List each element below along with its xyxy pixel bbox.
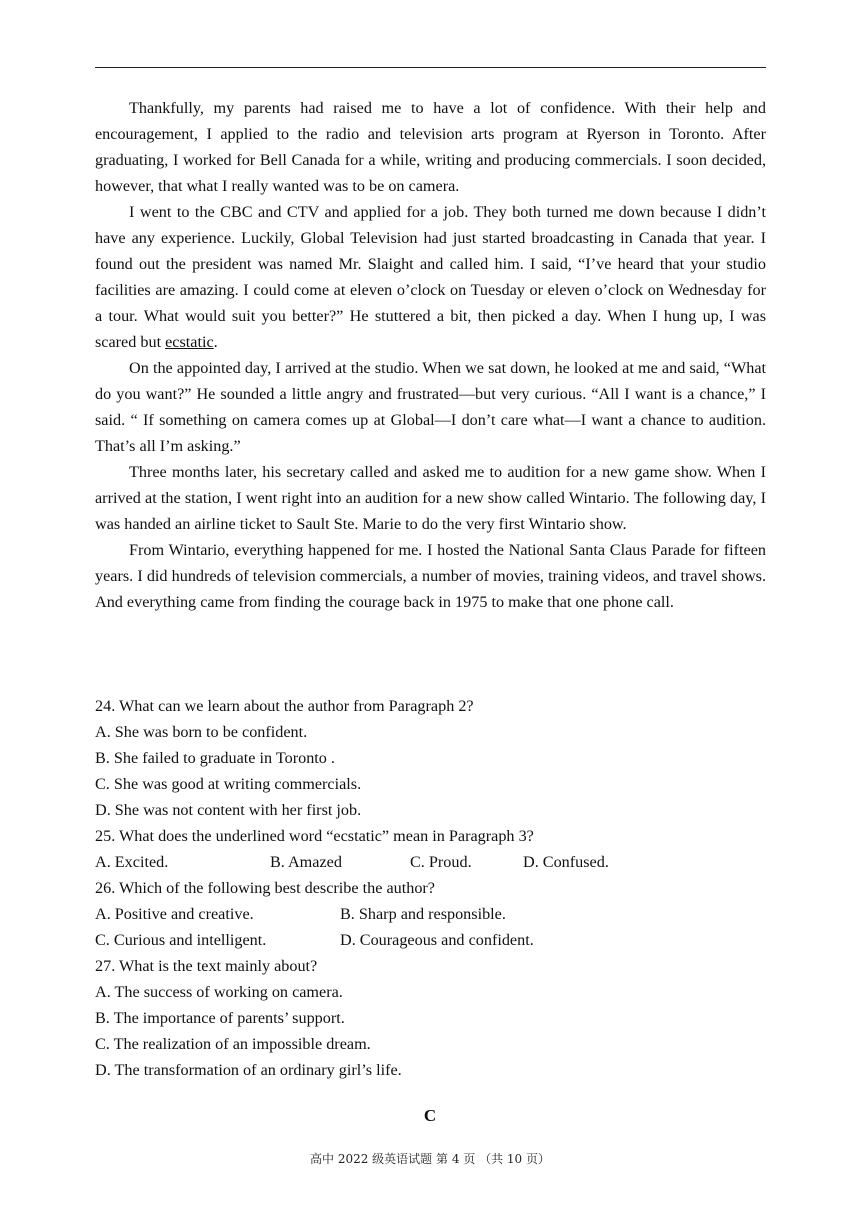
option-a: A. The success of working on camera. <box>95 983 343 1001</box>
option-c: C. Proud. <box>410 853 472 871</box>
question-stem: 27. What is the text mainly about? <box>95 957 318 975</box>
paragraph-3: On the appointed day, I arrived at the studio. When we sat down, he looked at me and said, “What do you want?” He sounded a little angry and frustrated—but very curious. “All I want is a chance,” I said. “ If something on camera comes up at Global—I don’t care what—I want a chance to audition. That’s all I’m asking.” <box>95 359 766 455</box>
option-a: A. Positive and creative. <box>95 905 254 923</box>
paragraph-2-text: I went to the CBC and CTV and applied for a job. They both turned me down because I didn’t have any experience. Luckily, Global Television had just started broadcasting in Canada that year. I found out the president was named Mr. Slaight and called him. I said, “I’ve heard that your studio facilities are amazing. I could come at eleven o’clock on Tuesday or eleven o’clock on Wednesday for a tour. What would suit you better?” He stuttered a bit, then picked a day. When I hung up, I was scared but <box>95 203 766 351</box>
question-25 <box>95 823 766 875</box>
option-b: B. Sharp and responsible. <box>340 905 506 923</box>
option-c: C. Curious and intelligent. <box>95 931 267 949</box>
underlined-word: ecstatic <box>165 333 214 351</box>
paragraph-5: From Wintario, everything happened for me. I hosted the National Santa Claus Parade for fifteen years. I did hundreds of television commercials, a number of movies, training videos, and travel shows. And everything came from finding the courage back in 1975 to make that one phone call. <box>95 541 766 611</box>
option-d: D. Courageous and confident. <box>340 931 534 949</box>
option-c: C. She was good at writing commercials. <box>95 775 362 793</box>
options-row <box>95 849 766 875</box>
option-c: C. The realization of an impossible dream. <box>95 1035 371 1053</box>
paragraph-1: Thankfully, my parents had raised me to have a lot of confidence. With their help and encouragement, I applied to the radio and television arts program at Ryerson in Toronto. After graduating, I worked for Bell Canada for a while, writing and producing commercials. I soon decided, however, that what I really wanted was to be on camera. <box>95 99 766 195</box>
reading-passage <box>95 95 766 615</box>
question-list <box>95 693 766 1083</box>
options-row <box>95 901 766 927</box>
option-b: B. She failed to graduate in Toronto . <box>95 749 335 767</box>
page-footer: 高中 2022 级英语试题 第 4 页 （共 10 页） <box>310 1152 550 1166</box>
paragraph-2 <box>95 199 766 355</box>
option-d: D. Confused. <box>523 853 609 871</box>
question-stem: 26. Which of the following best describe the author? <box>95 879 435 897</box>
question-27 <box>95 953 766 1083</box>
option-b: B. The importance of parents’ support. <box>95 1009 345 1027</box>
paragraph-2-end: . <box>213 333 218 351</box>
options-row <box>95 927 766 953</box>
question-26 <box>95 875 766 953</box>
option-a: A. Excited. <box>95 853 169 871</box>
option-a: A. She was born to be confident. <box>95 723 308 741</box>
question-stem: 25. What does the underlined word “ecstatic” mean in Paragraph 3? <box>95 827 534 845</box>
question-stem: 24. What can we learn about the author from Paragraph 2? <box>95 697 474 715</box>
option-b: B. Amazed <box>270 853 342 871</box>
paragraph-4: Three months later, his secretary called and asked me to audition for a new game show. When I arrived at the station, I went right into an audition for a new show called Wintario. The following day, I was handed an airline ticket to Sault Ste. Marie to do the very first Wintario show. <box>95 463 766 533</box>
option-d: D. The transformation of an ordinary girl’s life. <box>95 1061 402 1079</box>
section-heading: C <box>423 1106 437 1125</box>
header-rule <box>95 67 766 68</box>
option-d: D. She was not content with her first job. <box>95 801 362 819</box>
question-24 <box>95 693 766 823</box>
